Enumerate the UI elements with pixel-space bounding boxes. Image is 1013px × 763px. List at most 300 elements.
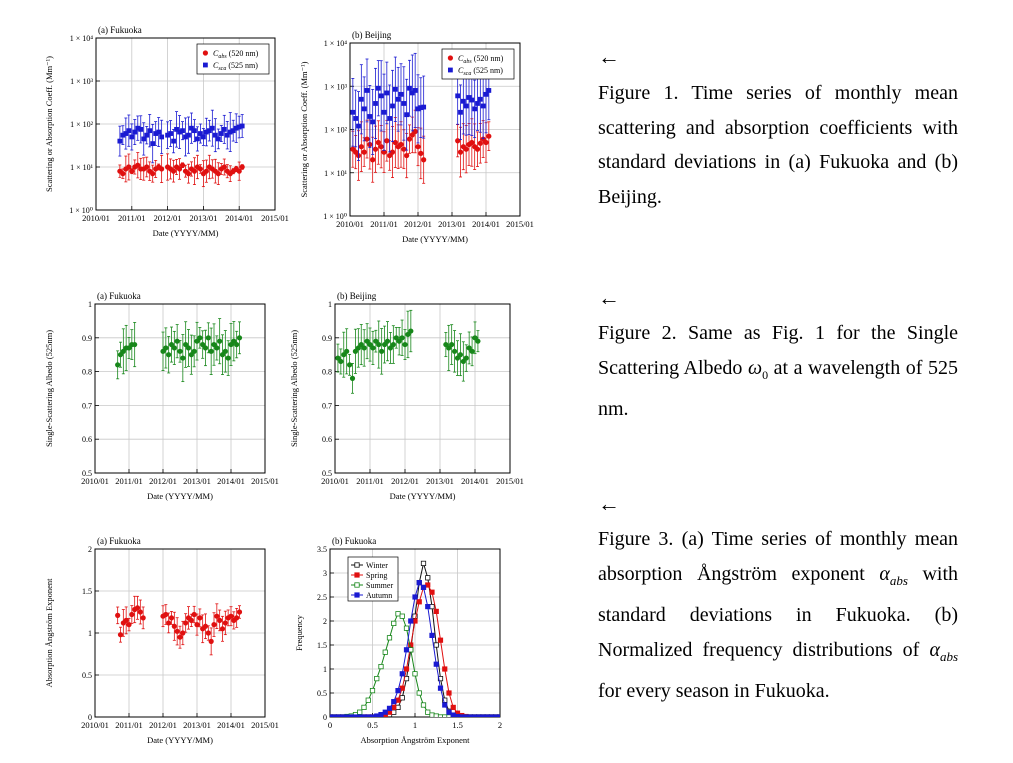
fig1a-point <box>240 124 245 129</box>
fig1b-xtick-label: 2011/01 <box>370 219 398 229</box>
fig1b-point <box>379 144 384 149</box>
fig3b-series-autumn-point <box>383 710 387 714</box>
fig1b-point <box>362 106 367 111</box>
figure-1-caption: Figure 1. Time series of monthly mean scattering and absorption coefficients with standard deviations in (a) Fukuoka and (b) Beijing. <box>598 82 958 208</box>
fig3a-point <box>129 612 134 617</box>
fig2a-point <box>214 345 219 350</box>
fig1a-point <box>219 131 224 136</box>
fig1b-point <box>464 104 469 109</box>
fig3b-legend-marker <box>355 593 359 597</box>
fig3b-legend-label: Winter <box>366 561 388 570</box>
fig3b-series-autumn-point <box>400 672 404 676</box>
fig1a-xtick-label: 2012/01 <box>153 213 182 223</box>
fig2a-ytick-label: 0.8 <box>82 367 92 377</box>
fig2a-point <box>192 349 197 354</box>
fig3b-series-autumn-point <box>349 715 353 719</box>
fig3a-point <box>115 613 120 618</box>
fig2b-point <box>379 349 384 354</box>
fig2b-point <box>338 359 343 364</box>
fig1b-point <box>387 116 392 121</box>
fig3a-point <box>126 622 131 627</box>
fig3b-series-summer-point <box>366 698 370 702</box>
fig2a-chart <box>40 287 290 509</box>
fig3a-title: (a) Fukuoka <box>97 536 141 546</box>
fig3b-series-summer-point <box>443 715 447 719</box>
fig3b-legend-label: Autumn <box>366 591 393 600</box>
fig2a-xtick-label: 2012/01 <box>149 476 177 486</box>
fig1a-point <box>168 131 173 136</box>
fig1b-point <box>350 110 355 115</box>
fig3b-series-winter-point <box>400 696 404 700</box>
fig2b-point <box>449 342 454 347</box>
fig3a-xtick-label: 2010/01 <box>81 720 109 730</box>
fig1b-xlabel: Date (YYYY/MM) <box>402 234 468 244</box>
fig3a-point <box>194 622 199 627</box>
fig1a-xtick-label: 2015/01 <box>261 213 289 223</box>
fig3b-series-autumn-point <box>434 662 438 666</box>
fig1b-legend-marker <box>448 68 453 73</box>
fig2b-point <box>344 349 349 354</box>
fig2b-point <box>385 339 390 344</box>
fig1b-point <box>475 147 480 152</box>
fig3b-series-summer-point <box>387 636 391 640</box>
fig3a-ytick-label: 1 <box>88 629 92 638</box>
fig1a-point <box>171 139 176 144</box>
fig3b-ytick-label: 3 <box>323 569 327 578</box>
fig3a-point <box>175 629 180 634</box>
fig3b-ytick-label: 0.5 <box>317 689 327 698</box>
fig3a-point <box>197 615 202 620</box>
fig3b-series-summer-point <box>447 715 451 719</box>
fig1b-point <box>370 119 375 124</box>
fig2b-xtick-label: 2011/01 <box>356 476 384 486</box>
fig1b-point <box>382 110 387 115</box>
fig3b-xlabel: Absorption Ångström Exponent <box>360 735 470 745</box>
fig2a-point <box>163 345 168 350</box>
fig1b-point <box>373 147 378 152</box>
fig2b-point <box>362 345 367 350</box>
fig3b-series-autumn-point <box>366 715 370 719</box>
fig2a-point <box>209 349 214 354</box>
fig3b-series-spring-point <box>430 590 434 594</box>
fig3b-series-summer-point <box>404 626 408 630</box>
fig3b-title: (b) Fukuoka <box>332 536 377 546</box>
fig3a-xtick-label: 2015/01 <box>251 720 279 730</box>
fig2a-point <box>172 345 177 350</box>
fig3b-series-autumn-point <box>370 715 374 719</box>
fig1a-point <box>150 171 155 176</box>
fig3b-series-autumn-point <box>430 633 434 637</box>
caption-3-symbol-1: α <box>879 562 890 585</box>
fig1a-point <box>216 137 221 142</box>
fig3a-point <box>237 609 242 614</box>
fig3a-ylabel: Absorption Ångström Exponent <box>44 578 54 688</box>
fig2b-marks <box>335 310 480 393</box>
fig2b-ytick-label: 0.5 <box>322 469 332 478</box>
fig3b-series-winter-point <box>396 705 400 709</box>
fig3a-point <box>234 615 239 620</box>
fig1b-xtick-label: 2014/01 <box>472 219 500 229</box>
fig3b-series-spring-point <box>443 667 447 671</box>
fig1a-point <box>210 126 215 131</box>
fig3b-series-summer-point <box>421 703 425 707</box>
fig3b-series-autumn-point <box>392 699 396 703</box>
fig1b-point <box>413 129 418 134</box>
fig1a-point <box>129 135 134 140</box>
fig1b-legend-label: $C_{abs}$ (520 nm) <box>458 54 504 65</box>
caption-2-arrow: ← <box>598 285 620 310</box>
fig2b-point <box>391 342 396 347</box>
fig2a-point <box>234 342 239 347</box>
fig3b-series-autumn-point <box>379 712 383 716</box>
fig1a-chart <box>40 18 290 255</box>
fig2a-point <box>237 335 242 340</box>
fig1a-point <box>216 171 221 176</box>
fig2b-xtick-label: 2012/01 <box>391 476 419 486</box>
fig1b-point <box>469 98 474 103</box>
fig2b-title: (b) Beijing <box>337 291 377 301</box>
fig1a-xtick-label: 2010/01 <box>82 213 110 223</box>
fig3b-series-autumn-point <box>387 706 391 710</box>
fig1a-point <box>144 133 149 138</box>
fig3b-series-spring-point <box>451 705 455 709</box>
fig3b-xtick-label: 0 <box>327 720 333 730</box>
figure-2-caption <box>598 316 958 427</box>
fig3a-xtick-label: 2011/01 <box>115 720 143 730</box>
fig3a-point <box>192 612 197 617</box>
fig1a-point <box>120 171 125 176</box>
fig3b-series-winter-point <box>426 576 430 580</box>
fig2a-point <box>197 335 202 340</box>
fig1a-ytick-label: 1 × 10⁰ <box>69 206 93 215</box>
fig3b-series-spring-point <box>396 698 400 702</box>
fig3b-series-autumn-point <box>353 715 357 719</box>
caption-2-text-a: Figure 2. Same as Fig. 1 for the Single Scattering Albedo <box>598 322 958 379</box>
fig3a-xtick-label: 2014/01 <box>217 720 245 730</box>
fig3a-point <box>220 626 225 631</box>
fig1a-point <box>186 171 191 176</box>
fig1b-xtick-label: 2010/01 <box>336 219 364 229</box>
fig3b-series-autumn-point <box>464 715 468 719</box>
fig3b-xtick-label: 1.5 <box>452 720 463 730</box>
fig3b-series-autumn-point <box>489 715 493 719</box>
fig3b-chart <box>290 532 515 760</box>
fig3b-series-autumn-point <box>498 715 502 719</box>
fig1a-point <box>138 127 143 132</box>
fig1b-point <box>401 101 406 106</box>
fig1b-point <box>472 106 477 111</box>
fig1b-ytick-label: 1 × 10³ <box>324 82 347 92</box>
fig3b-series-summer-point <box>383 650 387 654</box>
fig3b-series-summer-point <box>379 664 383 668</box>
fig3b-series-autumn-point <box>396 688 400 692</box>
fig1b-point <box>407 86 412 91</box>
fig1a-xtick-label: 2011/01 <box>118 213 146 223</box>
fig2a-ytick-label: 0.5 <box>82 469 92 478</box>
fig2a-xtick-label: 2014/01 <box>217 476 245 486</box>
fig1b-legend-label: $C_{sca}$ (525 nm) <box>458 66 503 77</box>
fig3b-series-winter-point <box>421 561 425 565</box>
fig1a-title: (a) Fukuoka <box>98 25 142 35</box>
fig3b-series-autumn-point <box>362 715 366 719</box>
fig3a-chart <box>40 532 290 760</box>
fig3b-series-summer-point <box>434 714 438 718</box>
fig1a-point <box>192 169 197 174</box>
fig2b-point <box>376 342 381 347</box>
fig2b-point <box>408 328 413 333</box>
fig1b-point <box>359 97 364 102</box>
fig1a-point <box>117 139 122 144</box>
fig3b-series-autumn-point <box>455 714 459 718</box>
fig1b-point <box>483 140 488 145</box>
fig3a-point <box>169 615 174 620</box>
fig3b-series-summer-point <box>430 713 434 717</box>
fig1b-point <box>455 93 460 98</box>
fig3b-series-summer-point <box>426 710 430 714</box>
fig3b-xtick-label: 2 <box>497 720 503 730</box>
fig1a-point <box>144 164 149 169</box>
caption-3-text-a: Figure 3. (a) Time series of monthly mean absorption Ångström exponent <box>598 528 958 585</box>
fig3b-ylabel: Frequency <box>294 615 304 651</box>
fig2a-ytick-label: 0.9 <box>82 333 92 343</box>
fig3b-series-spring-point <box>417 600 421 604</box>
fig1b-ytick-label: 1 × 10² <box>324 125 347 135</box>
fig3a-point <box>206 630 211 635</box>
caption-3-sub-1: abs <box>889 572 908 588</box>
fig3b-series-autumn-point <box>426 604 430 608</box>
fig1b-point <box>367 114 372 119</box>
fig3a-point <box>183 620 188 625</box>
fig3b-series-autumn-point <box>468 715 472 719</box>
fig1b-point <box>401 147 406 152</box>
fig1a-point <box>198 166 203 171</box>
fig3b-series-spring-point <box>447 691 451 695</box>
fig3b-series-winter-point <box>392 710 396 714</box>
fig2a-ytick-label: 0.6 <box>82 435 92 445</box>
fig1a-point <box>222 164 227 169</box>
fig1a-ytick-label: 1 × 10² <box>70 120 93 129</box>
fig2a-point <box>206 335 211 340</box>
fig3b-series-autumn-point <box>375 714 379 718</box>
fig3b-series-spring-point <box>426 583 430 587</box>
fig3b-series-autumn-point <box>438 686 442 690</box>
fig1b-point <box>356 124 361 129</box>
fig3b-series-autumn-point <box>336 715 340 719</box>
fig3b-series-summer-point <box>362 705 366 709</box>
fig1b-point <box>481 104 486 109</box>
fig1a-point <box>222 127 227 132</box>
fig1a-ylabel: Scattering or Absorption Coeff. (Mm⁻¹) <box>44 55 54 193</box>
fig3b-series-summer-point <box>392 621 396 625</box>
fig1a-point <box>240 164 245 169</box>
fig1a-ytick-label: 1 × 10¹ <box>70 163 93 172</box>
fig1a-xtick-label: 2014/01 <box>225 213 254 223</box>
fig3b-series-autumn-point <box>413 595 417 599</box>
fig1a-xlabel: Date (YYYY/MM) <box>152 228 219 238</box>
fig3a-ytick-label: 1.5 <box>82 587 92 596</box>
fig3b-series-autumn-point <box>358 715 362 719</box>
caption-1-arrow: ← <box>598 44 620 69</box>
fig1b-point <box>399 92 404 97</box>
fig2b-point <box>452 349 457 354</box>
fig3b-series-autumn-point <box>472 715 476 719</box>
fig1a-point <box>159 166 164 171</box>
fig3b-series-autumn-point <box>421 585 425 589</box>
fig2b-ytick-label: 0.8 <box>322 367 332 377</box>
fig1a-point <box>159 135 164 140</box>
fig3b-series-spring-point <box>438 638 442 642</box>
fig1b-point <box>486 88 491 93</box>
fig2a-xtick-label: 2015/01 <box>251 476 279 486</box>
fig2a-point <box>223 349 228 354</box>
fig3a-point <box>211 622 216 627</box>
fig2b-point <box>469 349 474 354</box>
fig3b-ytick-label: 2.5 <box>317 593 327 602</box>
fig1b-xtick-label: 2015/01 <box>506 219 534 229</box>
fig2b-point <box>475 339 480 344</box>
fig1b-xtick-label: 2012/01 <box>404 219 432 229</box>
fig1b-point <box>384 91 389 96</box>
fig1b-point <box>365 88 370 93</box>
fig3b-series-spring-point <box>404 667 408 671</box>
caption-3-sub-2: abs <box>939 648 958 664</box>
fig2b-point <box>399 335 404 340</box>
fig1b-chart <box>295 24 545 255</box>
fig1a-point <box>186 133 191 138</box>
fig2a-point <box>217 339 222 344</box>
fig3b-series-autumn-point <box>345 715 349 719</box>
fig2a-point <box>180 355 185 360</box>
fig1b-point <box>458 110 463 115</box>
caption-2-text-b: at a wavelength of 525 nm. <box>598 356 958 420</box>
fig1a-xtick-label: 2013/01 <box>189 213 218 223</box>
fig3a-point <box>172 624 177 629</box>
fig1b-point <box>398 142 403 147</box>
fig3a-marks <box>115 596 242 655</box>
fig1b-legend-marker <box>448 55 453 60</box>
fig2b-ylabel: Single-Scattering Albedo (525nm) <box>289 329 299 448</box>
fig1a-point <box>171 169 176 174</box>
fig1b-point <box>362 150 367 155</box>
fig2a-xtick-label: 2013/01 <box>183 476 211 486</box>
fig2a-point <box>132 342 137 347</box>
caption-3-text-b: with standard deviations in Fukuoka. (b) Normalized frequency distributions of <box>598 562 958 661</box>
fig1b-ytick-label: 1 × 10⁰ <box>323 212 347 221</box>
fig1a-point <box>126 128 131 133</box>
fig3b-legend-marker <box>355 573 359 577</box>
fig1b-point <box>393 87 398 92</box>
fig1b-title: (b) Beijing <box>352 30 392 40</box>
fig3b-series-autumn-point <box>477 715 481 719</box>
fig1b-point <box>421 157 426 162</box>
fig1b-point <box>421 105 426 110</box>
fig3b-legend-marker <box>355 563 359 567</box>
fig2a-ytick-label: 1 <box>88 300 92 309</box>
fig1b-point <box>486 134 491 139</box>
fig3a-point <box>217 618 222 623</box>
fig2a-point <box>175 339 180 344</box>
fig3a-point <box>180 630 185 635</box>
fig3a-point <box>209 639 214 644</box>
fig3b-ytick-label: 1.5 <box>317 641 327 650</box>
fig3b-ytick-label: 2 <box>323 617 327 626</box>
fig1b-point <box>353 116 358 121</box>
fig1b-point <box>396 97 401 102</box>
fig1b-point <box>373 101 378 106</box>
fig3b-ytick-label: 3.5 <box>317 545 327 554</box>
fig2a-title: (a) Fukuoka <box>97 291 141 301</box>
fig3b-series-autumn-point <box>404 648 408 652</box>
fig1b-ytick-label: 1 × 10⁴ <box>323 39 347 48</box>
fig3b-legend-label: Summer <box>366 581 394 590</box>
fig3b-series-summer-point <box>438 715 442 719</box>
fig2b-xlabel: Date (YYYY/MM) <box>389 491 456 501</box>
fig3a-xtick-label: 2013/01 <box>183 720 211 730</box>
figure-3-caption <box>598 522 958 709</box>
fig1a-ytick-label: 1 × 10³ <box>70 77 93 86</box>
fig1b-point <box>475 101 480 106</box>
fig2a-point <box>177 349 182 354</box>
fig2a-point <box>186 345 191 350</box>
fig3b-series-summer-point <box>400 614 404 618</box>
fig3a-point <box>189 618 194 623</box>
fig1a-marks <box>117 110 245 186</box>
fig3b-series-summer-point <box>396 612 400 616</box>
fig1a-legend-marker <box>203 50 208 55</box>
fig3b-series-autumn-point <box>341 715 345 719</box>
fig3b-series-winter-point <box>434 643 438 647</box>
fig1b-ylabel: Scattering or Absorption Coeff. (Mm⁻¹) <box>299 61 309 198</box>
fig1a-legend-marker <box>203 63 208 68</box>
fig3a-ytick-label: 0.5 <box>82 671 92 680</box>
fig3b-series-summer-point <box>358 710 362 714</box>
fig2b-xtick-label: 2014/01 <box>461 476 489 486</box>
fig3b-series-autumn-point <box>481 715 485 719</box>
fig3b-series-autumn-point <box>494 715 498 719</box>
fig2b-xtick-label: 2010/01 <box>321 476 349 486</box>
fig1b-point <box>390 104 395 109</box>
fig3b-series-summer-point <box>413 672 417 676</box>
fig1b-point <box>415 144 420 149</box>
fig2a-point <box>203 345 208 350</box>
fig1a-point <box>156 130 161 135</box>
fig3b-xtick-label: 1 <box>412 720 418 730</box>
fig3a-point <box>138 609 143 614</box>
fig2a-ytick-label: 0.7 <box>82 401 92 411</box>
fig3b-series-autumn-point <box>332 715 336 719</box>
fig3a-ytick-label: 0 <box>88 713 92 722</box>
fig2a-point <box>166 352 171 357</box>
fig3b-series-autumn-point <box>443 703 447 707</box>
fig2b-point <box>347 362 352 367</box>
fig1b-point <box>404 153 409 158</box>
fig3a-point <box>141 615 146 620</box>
fig3a-xlabel: Date (YYYY/MM) <box>147 735 213 745</box>
fig2a-ylabel: Single-Scattering Albedo (525nm) <box>44 329 54 448</box>
fig2b-ytick-label: 0.6 <box>322 435 332 445</box>
caption-3-arrow: ← <box>598 491 620 516</box>
fig2b-ytick-label: 1 <box>328 300 332 309</box>
caption-2-symbol: ω <box>747 356 763 379</box>
fig1b-point <box>455 138 460 143</box>
fig3b-series-autumn-point <box>447 710 451 714</box>
fig1a-point <box>204 169 209 174</box>
fig2b-ytick-label: 0.9 <box>322 333 332 343</box>
fig3b-series-summer-point <box>417 691 421 695</box>
fig1b-point <box>370 157 375 162</box>
fig2a-xlabel: Date (YYYY/MM) <box>147 491 213 501</box>
fig1b-xtick-label: 2013/01 <box>438 219 466 229</box>
